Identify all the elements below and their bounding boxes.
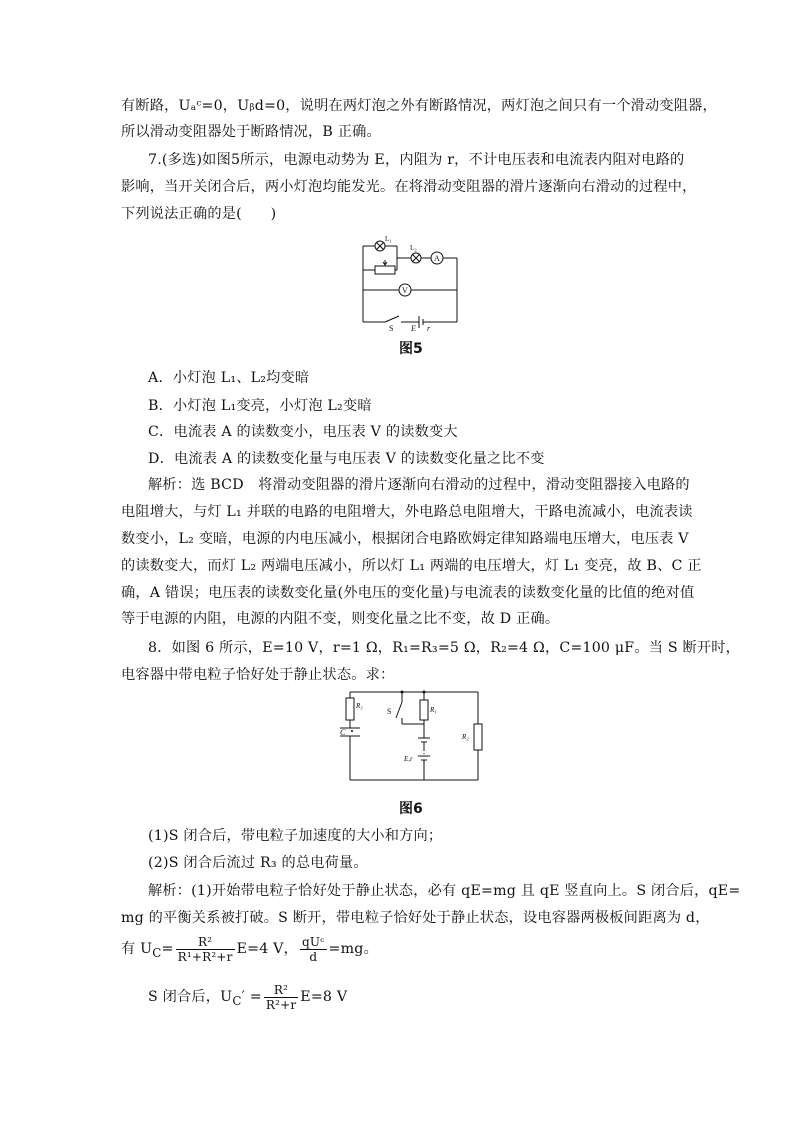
question-8-line: 电容器中带电粒子恰好处于静止状态。求： [121,667,395,683]
answer-line: mg 的平衡关系被打破。S 断开，带电粒子恰好处于静止状态，设电容器两极板间距离为 d， [121,910,710,926]
label-e: E [411,324,416,332]
figure-5-caption: 图5 [399,341,423,357]
question-8-part-2: (2)S 闭合后流过 R₃ 的总电荷量。 [148,855,368,871]
fraction: $\frac{\text{R²}}{\text{R¹+R²+r}}$ [177,934,233,964]
label-r1: R₁ [430,706,437,714]
label-l2: L₂ [410,244,417,252]
question-7-line: 7.(多选)如图5所示，电源电动势为 E，内阻为 r，不计电压表和电流表内阻对电路的 [148,152,685,168]
label-a: A [434,254,440,263]
label-r3: R₃ [356,702,363,710]
question-7-line: 影响，当开关闭合后，两小灯泡均能发光。在将滑动变阻器的滑片逐渐向右滑动的过程中， [121,179,697,195]
label-s: S [389,324,394,332]
option-d: D．电流表 A 的读数变化量与电压表 V 的读数变化量之比不变 [148,451,545,467]
answer-formula-line: 有 $U_C=$ $\frac{\text{R²}}{\text{R¹+R²+r}}$ E=4 V， $\frac{\text{qUᶜ}}{d}$ =mg。 [121,934,378,964]
option-b: B．小灯泡 L₁变亮，小灯泡 L₂变暗 [148,398,372,414]
solution-line: 电阻增大，与灯 L₁ 并联的电路的电阻增大，外电路总电阻增大，干路电流减小，电流表读 [121,504,693,520]
solution-line: 确，A 错误；电压表的读数变化量(外电压的变化量)与电流表的读数变化量的比值的绝对值 [121,585,695,601]
answer-formula-line: S 闭合后，$U_C'$ = $\frac{\text{R²}}{\text{R²+r}}$ E=8 V [148,982,348,1012]
figure-6-caption: 图6 [399,801,423,817]
resistor-r3-icon [346,698,354,720]
label-r: r [427,324,431,332]
resistor-r2-icon [474,724,482,750]
answer-line: 解析：(1)开始带电粒子恰好处于静止状态，必有 qE=mg 且 qE 竖直向上。S 闭合后，qE= [148,883,741,899]
circuit-figure-5 [355,232,465,332]
label-s: S [387,707,392,716]
option-c: C．电流表 A 的读数变小，电压表 V 的读数变大 [148,424,458,440]
solution-line: 数变小，L₂ 变暗，电源的内电压减小，根据闭合电路欧姆定律知路端电压增大，电压表 V [121,531,689,547]
solution-line: 等于电源的内阻，电源的内阻不变，则变化量之比不变，故 D 正确。 [121,611,560,627]
text-line: 所以滑动变阻器处于断路情况，B 正确。 [121,124,381,140]
question-7-line: 下列说法正确的是( ) [121,206,277,222]
fraction: $\frac{\text{R²}}{\text{R²+r}}$ [265,982,297,1012]
solution-line: 的读数变大，而灯 L₂ 两端电压减小，所以灯 L₁ 两端的电压增大，灯 L₁ 变亮，故 B、C 正 [121,558,702,574]
switch-s-icon [396,702,402,718]
resistor-r1-icon [420,700,428,720]
option-a: A．小灯泡 L₁、L₂均变暗 [148,370,310,386]
switch-icon [385,316,399,322]
label-er: E,r [404,755,413,763]
circuit-figure-6 [330,684,490,786]
label-r2: R₂ [462,733,469,741]
fraction: $\frac{\text{qUᶜ}}{d}$ [301,934,325,964]
solution-line: 解析：选 BCD 将滑动变阻器的滑片逐渐向右滑动的过程中，滑动变阻器接入电路的 [148,477,690,493]
question-8-part-1: (1)S 闭合后，带电粒子加速度的大小和方向； [148,828,443,844]
text-line: 有断路，Uₐᶜ=0，Uᵦd=0，说明在两灯泡之外有断路情况，两灯泡之间只有一个滑动变阻器， [121,98,717,114]
label-l1: L₁ [385,235,392,243]
label-c: C [340,728,346,737]
question-8-line: 8．如图 6 所示，E=10 V，r=1 Ω，R₁=R₃=5 Ω，R₂=4 Ω，C=100 μF。当 S 断开时， [148,640,741,656]
label-v: V [402,286,408,295]
